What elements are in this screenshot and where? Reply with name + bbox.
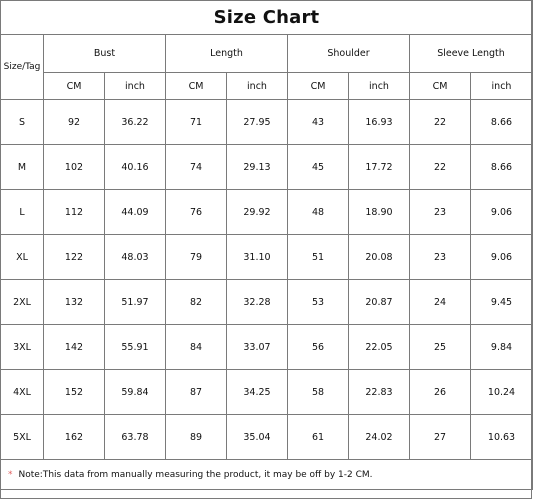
length-inch-cell: 27.95 [227, 100, 288, 145]
shoulder-header: Shoulder [288, 35, 410, 73]
sleeve-inch-cell: 8.66 [471, 100, 533, 145]
bust-inch-cell: 63.78 [105, 415, 166, 460]
sleeve-cm-cell: 25 [410, 325, 471, 370]
bust-inch-cell: 48.03 [105, 235, 166, 280]
shoulder-inch-cell: 22.05 [349, 325, 410, 370]
size-cell: 5XL [1, 415, 44, 460]
shoulder-inch-cell: 22.83 [349, 370, 410, 415]
bust-inch-unit: inch [105, 73, 166, 100]
shoulder-cm-cell: 56 [288, 325, 349, 370]
shoulder-inch-cell: 20.08 [349, 235, 410, 280]
bust-cm-cell: 132 [44, 280, 105, 325]
shoulder-cm-cell: 58 [288, 370, 349, 415]
sleeve-cm-cell: 27 [410, 415, 471, 460]
shoulder-cm-cell: 61 [288, 415, 349, 460]
table-row [1, 190, 533, 235]
sleeve-cm-cell: 22 [410, 100, 471, 145]
length-inch-cell: 29.13 [227, 145, 288, 190]
sleeve-inch-cell: 10.24 [471, 370, 533, 415]
shoulder-cm-cell: 43 [288, 100, 349, 145]
sleeve-inch-cell: 8.66 [471, 145, 533, 190]
sleeve-inch-cell: 9.45 [471, 280, 533, 325]
shoulder-inch-cell: 18.90 [349, 190, 410, 235]
length-inch-cell: 33.07 [227, 325, 288, 370]
size-cell: 2XL [1, 280, 44, 325]
sleeve-cm-cell: 24 [410, 280, 471, 325]
table-row [1, 235, 533, 280]
chart-title: Size Chart [1, 1, 533, 35]
sleeve-length-header: Sleeve Length [410, 35, 533, 73]
length-inch-cell: 34.25 [227, 370, 288, 415]
bust-inch-cell: 40.16 [105, 145, 166, 190]
shoulder-cm-cell: 53 [288, 280, 349, 325]
sleeve-cm-cell: 23 [410, 235, 471, 280]
shoulder-cm-unit: CM [288, 73, 349, 100]
length-cm-unit: CM [166, 73, 227, 100]
note-row [1, 460, 533, 490]
length-cm-cell: 89 [166, 415, 227, 460]
table-row [1, 280, 533, 325]
length-inch-cell: 35.04 [227, 415, 288, 460]
bust-inch-cell: 44.09 [105, 190, 166, 235]
length-cm-cell: 82 [166, 280, 227, 325]
length-inch-unit: inch [227, 73, 288, 100]
length-inch-cell: 31.10 [227, 235, 288, 280]
length-cm-cell: 87 [166, 370, 227, 415]
shoulder-cm-cell: 48 [288, 190, 349, 235]
shoulder-inch-unit: inch [349, 73, 410, 100]
sleeve-cm-cell: 26 [410, 370, 471, 415]
size-cell: L [1, 190, 44, 235]
bust-inch-cell: 55.91 [105, 325, 166, 370]
note-text: Note:This data from manually measuring the product, it may be off by 1-2 CM. [18, 469, 373, 480]
table-row [1, 100, 533, 145]
note-marker: * [8, 469, 13, 480]
sleeve-inch-unit: inch [471, 73, 533, 100]
length-cm-cell: 76 [166, 190, 227, 235]
bust-cm-cell: 92 [44, 100, 105, 145]
shoulder-inch-cell: 20.87 [349, 280, 410, 325]
shoulder-inch-cell: 17.72 [349, 145, 410, 190]
size-cell: 4XL [1, 370, 44, 415]
bust-cm-cell: 152 [44, 370, 105, 415]
table-row [1, 145, 533, 190]
length-header: Length [166, 35, 288, 73]
length-cm-cell: 79 [166, 235, 227, 280]
bust-inch-cell: 51.97 [105, 280, 166, 325]
shoulder-inch-cell: 24.02 [349, 415, 410, 460]
shoulder-cm-cell: 45 [288, 145, 349, 190]
sleeve-inch-cell: 10.63 [471, 415, 533, 460]
shoulder-inch-cell: 16.93 [349, 100, 410, 145]
length-cm-cell: 71 [166, 100, 227, 145]
size-cell: 3XL [1, 325, 44, 370]
sleeve-cm-unit: CM [410, 73, 471, 100]
length-inch-cell: 32.28 [227, 280, 288, 325]
table-row [1, 415, 533, 460]
length-inch-cell: 29.92 [227, 190, 288, 235]
bust-header: Bust [44, 35, 166, 73]
bust-cm-cell: 162 [44, 415, 105, 460]
sleeve-inch-cell: 9.06 [471, 190, 533, 235]
size-cell: M [1, 145, 44, 190]
size-tag-header: Size/Tag [1, 35, 44, 100]
table-row [1, 370, 533, 415]
sleeve-inch-cell: 9.84 [471, 325, 533, 370]
table-row [1, 325, 533, 370]
bust-inch-cell: 36.22 [105, 100, 166, 145]
bust-cm-cell: 112 [44, 190, 105, 235]
size-cell: XL [1, 235, 44, 280]
size-cell: S [1, 100, 44, 145]
sleeve-cm-cell: 22 [410, 145, 471, 190]
bust-cm-cell: 122 [44, 235, 105, 280]
bust-cm-cell: 102 [44, 145, 105, 190]
length-cm-cell: 74 [166, 145, 227, 190]
shoulder-cm-cell: 51 [288, 235, 349, 280]
note-cell [1, 460, 533, 490]
sleeve-inch-cell: 9.06 [471, 235, 533, 280]
bust-cm-cell: 142 [44, 325, 105, 370]
bust-inch-cell: 59.84 [105, 370, 166, 415]
sleeve-cm-cell: 23 [410, 190, 471, 235]
bust-cm-unit: CM [44, 73, 105, 100]
length-cm-cell: 84 [166, 325, 227, 370]
